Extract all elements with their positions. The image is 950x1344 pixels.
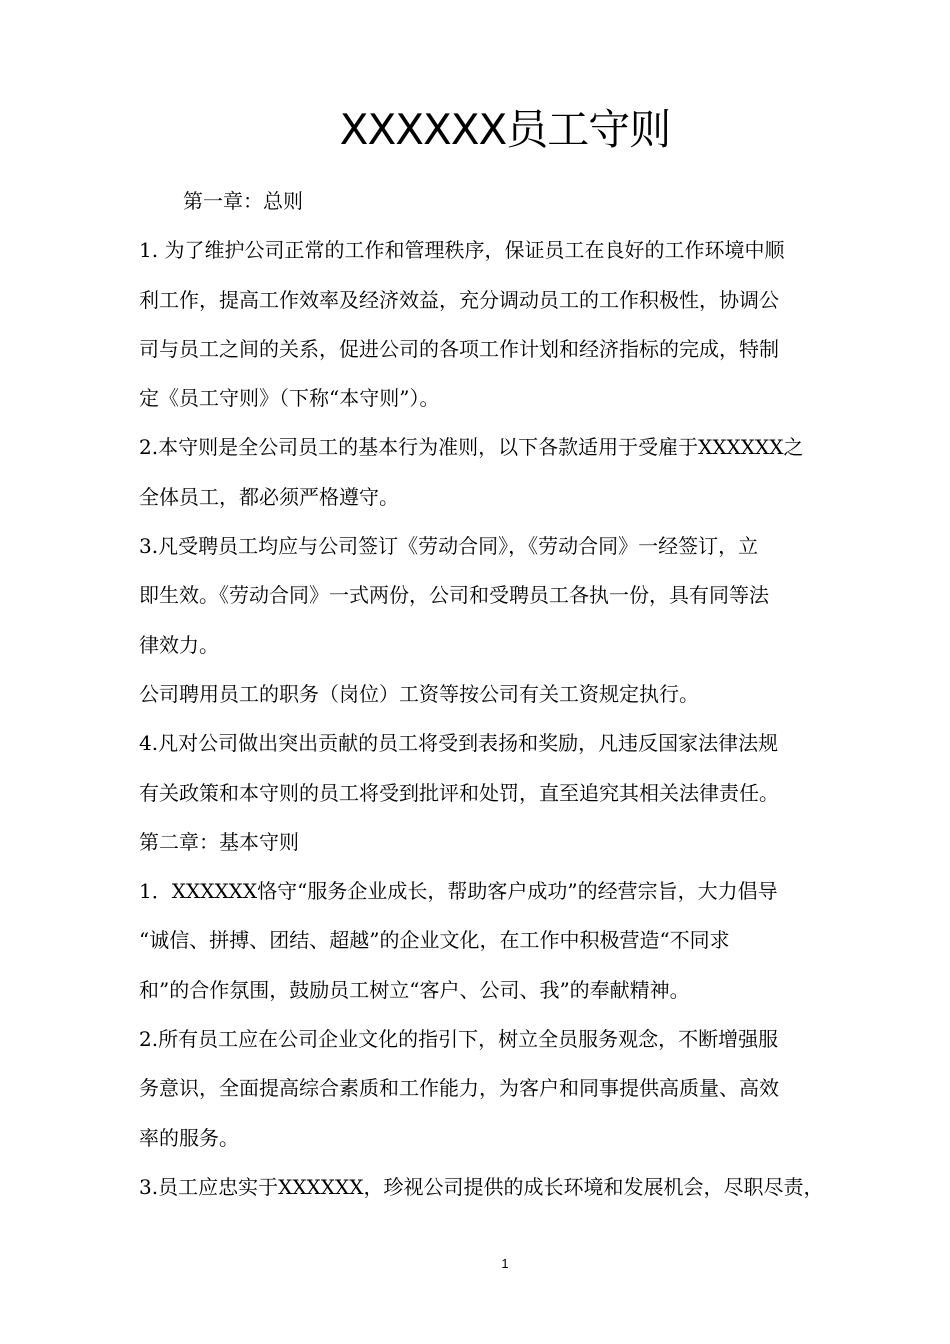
paragraph-line: “诚信、拼搏、团结、超越”的企业文化，在工作中积极营造“不同求 <box>139 928 730 953</box>
paragraph-line: 司与员工之间的关系，促进公司的各项工作计划和经济指标的完成，特制 <box>139 336 779 361</box>
paragraph-line: 定《员工守则》（下称“本守则”）。 <box>139 386 440 411</box>
document-body <box>139 177 873 1212</box>
page-number: 1 <box>501 1256 509 1271</box>
paragraph-line: 2.本守则是全公司员工的基本行为准则，以下各款适用于受雇于XXXXXX之 <box>139 435 804 460</box>
paragraph-line: 3.员工应忠实于XXXXXX，珍视公司提供的成长环境和发展机会，尽职尽责， <box>139 1174 824 1199</box>
paragraph-line: 3.凡受聘员工均应与公司签订《劳动合同》，《劳动合同》一经签订，立 <box>139 534 759 559</box>
paragraph-line: 率的服务。 <box>139 1125 239 1150</box>
document-title: XXXXXX员工守则 <box>339 105 671 154</box>
paragraph-line: 1．XXXXXX恪守“服务企业成长，帮助客户成功”的经营宗旨，大力倡导 <box>139 879 778 904</box>
paragraph-line: 利工作，提高工作效率及经济效益，充分调动员工的工作积极性，协调公 <box>139 287 779 312</box>
paragraph-line: 务意识，全面提高综合素质和工作能力，为客户和同事提供高质量、高效 <box>139 1076 779 1101</box>
paragraph-line: 全体员工，都必须严格遵守。 <box>139 484 399 509</box>
paragraph-line: 4.凡对公司做出突出贡献的员工将受到表扬和奖励，凡违反国家法律法规 <box>139 731 779 756</box>
paragraph-line: 即生效。《劳动合同》一式两份，公司和受聘员工各执一份，具有同等法 <box>139 583 769 608</box>
paragraph-line: 律效力。 <box>139 632 219 657</box>
paragraph-line: 2.所有员工应在公司企业文化的指引下，树立全员服务观念，不断增强服 <box>139 1027 779 1052</box>
paragraph-line: 有关政策和本守则的员工将受到批评和处罚，直至追究其相关法律责任。 <box>139 780 779 805</box>
chapter-heading: 第二章：基本守则 <box>139 829 299 854</box>
chapter-heading: 第一章：总则 <box>183 189 303 213</box>
paragraph-line: 公司聘用员工的职务（岗位）工资等按公司有关工资规定执行。 <box>139 681 699 706</box>
paragraph-line: 和”的合作氛围，鼓励员工树立“客户、公司、我”的奉献精神。 <box>139 977 690 1002</box>
paragraph-line: 1. 为了维护公司正常的工作和管理秩序，保证员工在良好的工作环境中顺 <box>139 238 785 263</box>
